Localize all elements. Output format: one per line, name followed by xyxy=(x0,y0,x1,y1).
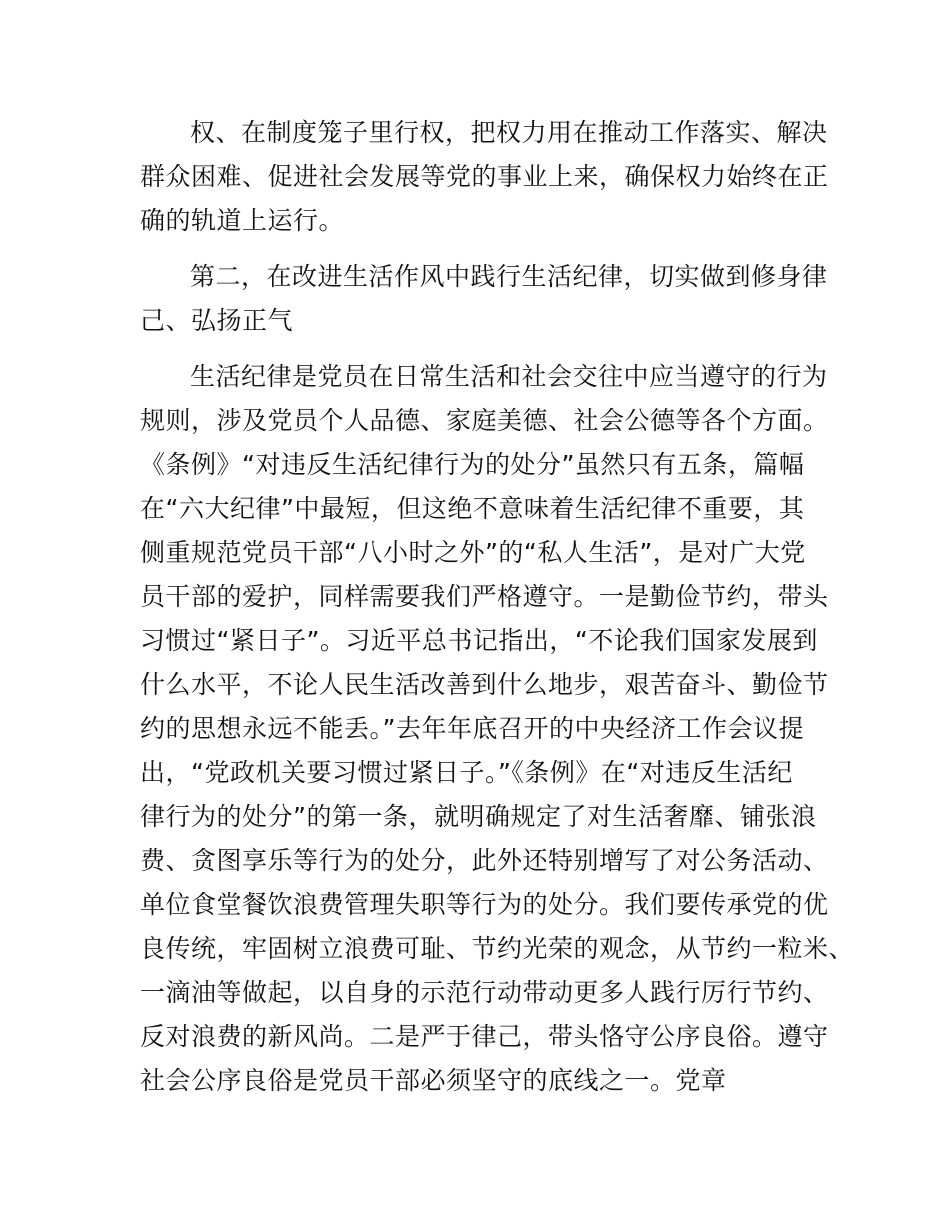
paragraph-line: 社会公序良俗是党员干部必须坚守的底线之一。党章 xyxy=(140,1066,727,1095)
paragraph-line: 什么水平，不论人民生活改善到什么地步，艰苦奋斗、勤俭节 xyxy=(140,670,829,699)
paragraph-line: 第二，在改进生活作风中践行生活纪律，切实做到修身律 xyxy=(190,262,828,291)
paragraph-line: 生活纪律是党员在日常生活和社会交往中应当遵守的行为 xyxy=(190,362,828,391)
paragraph-line: 己、弘扬正气 xyxy=(140,306,294,335)
paragraph-line: 出，“党政机关要习惯过紧日子。”《条例》在“对违反生活纪 xyxy=(140,758,793,787)
paragraph-line: 约的思想永远不能丢。”去年年底召开的中央经济工作会议提 xyxy=(140,714,804,743)
paragraph-line: 规则，涉及党员个人品德、家庭美德、社会公德等各个方面。 xyxy=(140,406,829,435)
paragraph-line: 费、贪图享乐等行为的处分，此外还特别增写了对公务活动、 xyxy=(140,846,829,875)
paragraph-line: 侧重规范党员干部“八小时之外”的“私人生活”，是对广大党 xyxy=(140,538,806,567)
paragraph-line: 权、在制度笼子里行权，把权力用在推动工作落实、解决 xyxy=(190,118,828,147)
paragraph-line: 确的轨道上运行。 xyxy=(140,206,345,235)
paragraph-line: 良传统，牢固树立浪费可耻、节约光荣的观念，从节约一粒米、 xyxy=(140,934,855,963)
paragraph-line: 律行为的处分”的第一条，就明确规定了对生活奢靡、铺张浪 xyxy=(140,802,817,831)
paragraph-line: 习惯过“紧日子”。习近平总书记指出，“不论我们国家发展到 xyxy=(140,626,818,655)
paragraph-line: 《条例》“对违反生活纪律行为的处分”虽然只有五条，篇幅 xyxy=(140,450,805,479)
paragraph-line: 反对浪费的新风尚。二是严于律己，带头恪守公序良俗。遵守 xyxy=(140,1022,829,1051)
paragraph-line: 在“六大纪律”中最短，但这绝不意味着生活纪律不重要，其 xyxy=(140,494,805,523)
paragraph-line: 一滴油等做起，以自身的示范行动带动更多人践行厉行节约、 xyxy=(140,978,829,1007)
paragraph-line: 单位食堂餐饮浪费管理失职等行为的处分。我们要传承党的优 xyxy=(140,890,829,919)
paragraph-line: 员干部的爱护，同样需要我们严格遵守。一是勤俭节约，带头 xyxy=(140,582,829,611)
paragraph-line: 群众困难、促进社会发展等党的事业上来，确保权力始终在正 xyxy=(140,162,829,191)
